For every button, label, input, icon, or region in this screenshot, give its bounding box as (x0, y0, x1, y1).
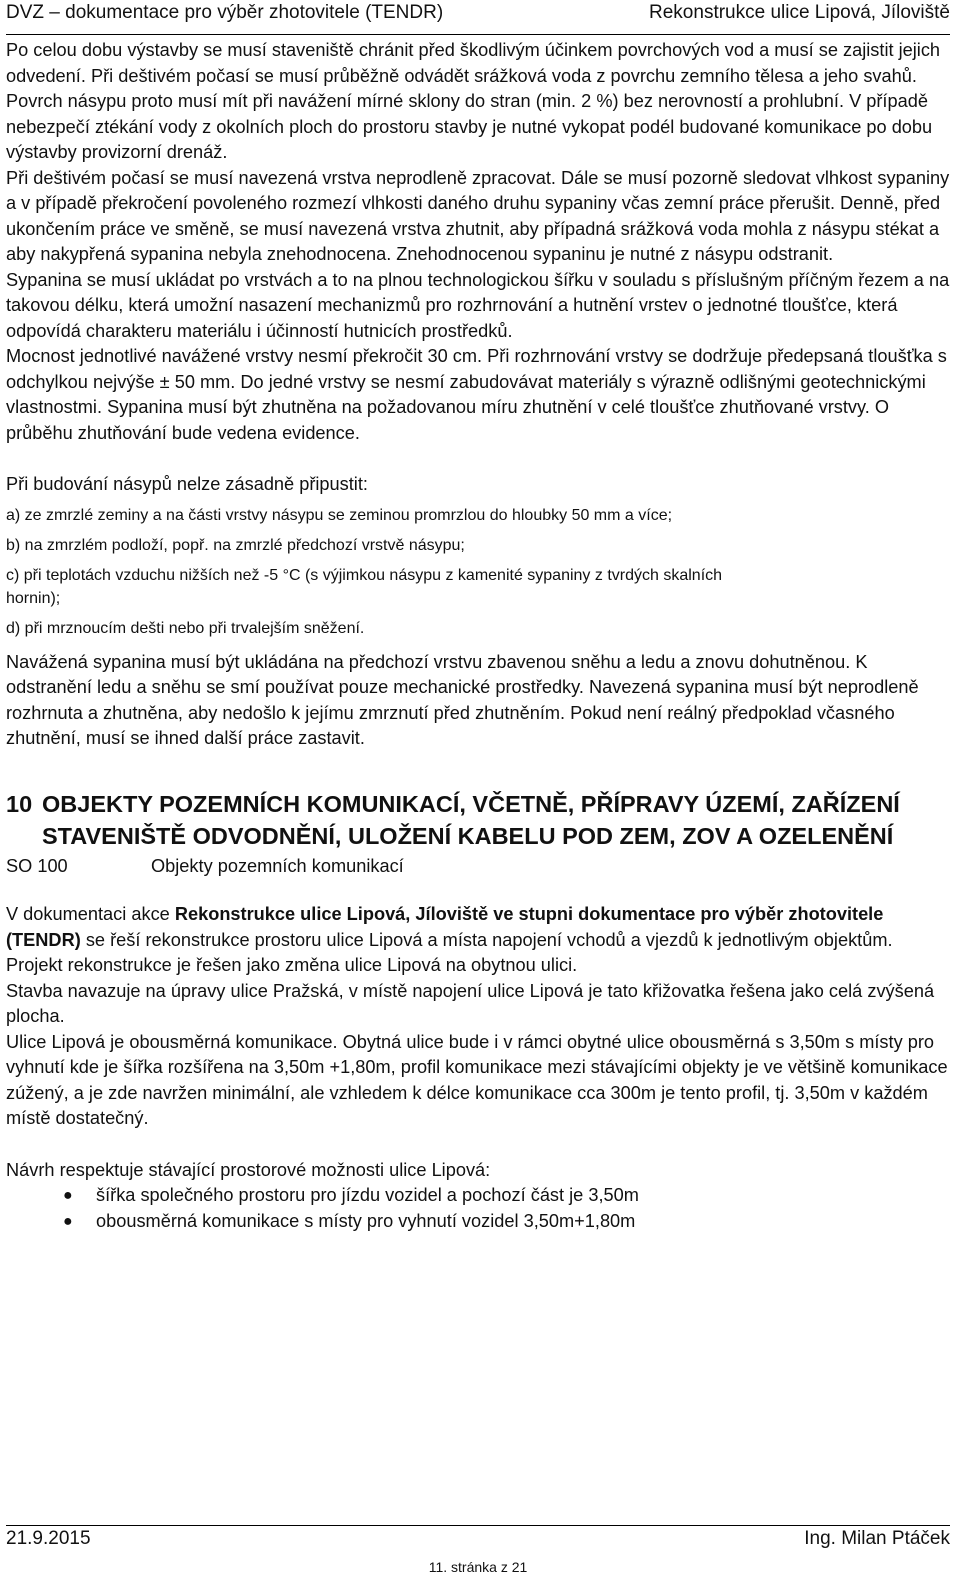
paragraph-snow-ice: Navážená sypanina musí být ukládána na předchozí vrstvu zbavenou sněhu a ledu a znovu dohutněnou. K odstranění ledu a sněhu se smí používat pouze mechanické prostředky. Navezená sypanina musí být neprodleně rozhrnuta a zhutněna, aby nedošlo k jejímu zmrznutí před zhutněním. Pokud není reálný předpoklad včasného zhutnění, musí se ihned další práce zastavit. (6, 651, 919, 748)
spacer (6, 1132, 950, 1158)
footer-date: 21.9.2015 (6, 1528, 91, 1549)
intro-project-bold: Rekonstrukce ulice Lipová, Jíloviště ve stupni dokumentace pro výběr zhotovitele (TENDR) (6, 904, 884, 950)
intro-prefix: V dokumentaci akce (6, 904, 175, 924)
paragraph-prazska: Stavba navazuje na úpravy ulice Pražská, v místě napojení ulice Lipová je tato křižovatka řešena jako celá zvýšená plocha. (6, 980, 935, 1026)
list-item: a) ze zmrzlé zeminy a na části vrstvy násypu se zeminou promrzlou do hloubky 50 mm a více; (6, 506, 673, 524)
building-object-code: SO 100 (6, 855, 68, 876)
paragraph-living-street: Projekt rekonstrukce je řešen jako změna ulice Lipová na obytnou ulici. (6, 955, 578, 975)
list-item-continuation: hornin); (6, 589, 61, 607)
bullet-icon: ● (63, 1187, 73, 1204)
intro-suffix: se řeší rekonstrukce prostoru ulice Lipová a místa napojení vchodů a vjezdů k jednotlivým objektům. (80, 929, 893, 950)
list-item (6, 1209, 950, 1235)
bullet-icon: ● (63, 1212, 73, 1230)
footer-author: Ing. Milan Ptáček (804, 1528, 950, 1549)
spacer (6, 752, 950, 788)
list-item: c) při teplotách vzduchu nižších než -5 °C (s výjimkou násypu z kamenité sypaniny z tvrdých skalních (6, 566, 723, 584)
spacer (6, 879, 950, 902)
building-object-line (6, 854, 950, 880)
section-heading (6, 788, 950, 852)
header-document-type: DVZ – dokumentace pro výběr zhotovitele (TENDR) (6, 2, 444, 23)
section-title: OBJEKTY POZEMNÍCH KOMUNIKACÍ, VČETNĚ, PŘÍPRAVY ÚZEMÍ, ZAŘÍZENÍ STAVENIŠTĚ ODVODNĚNÍ, ULOŽENÍ KABELU POD ZEM, ZOV A OZELENĚNÍ (42, 790, 900, 849)
bullet-text: obousměrná komunikace s místy pro vyhnutí vozidel 3,50m+1,80m (96, 1210, 636, 1231)
page-footer (6, 1525, 950, 1586)
list-item: d) při mrznoucím dešti nebo při trvalejším sněžení. (6, 619, 365, 637)
building-object-name: Objekty pozemních komunikací (151, 855, 404, 876)
paragraph-two-way: Ulice Lipová je obousměrná komunikace. Obytná ulice bude i v rámci obytné ulice obousměrná s 3,50m s místy pro vyhnutí kde je šířka rozšířena na 3,50m +1,80m, profil komunikace mezi stávajícími objekty je ve většině komunikace zúžený, a je zde navržen minimální, ale vzhledem k délce komunikace cca 300m je tento profil, tj. 3,50m v každém místě dostatečný. (6, 1031, 948, 1128)
page-header (6, 0, 950, 35)
paragraph-layer-thickness: Mocnost jednotlivé navážené vrstvy nesmí překročit 30 cm. Při rozhrnování vrstvy se dodržuje předepsaná tloušťka s odchylkou nejvýše ± 50 mm. Do jedné vrstvy se nesmí zabudovávat materiály s výrazně odlišnými geotechnickými vlastnostmi. Sypanina musí být zhutněna na požadovanou míru zhutnění v celé tloušťce zhutňované vrstvy. O průběhu zhutňování bude vedena evidence. (6, 346, 947, 443)
bullet-text: šířka společného prostoru pro jízdu vozidel a pochozí část je 3,50m (96, 1185, 639, 1205)
document-body (6, 38, 950, 1234)
list-item: b) na zmrzlém podloží, popř. na zmrzlé předchozí vrstvě násypu; (6, 536, 465, 554)
paragraph-forbidden-intro: Při budování násypů nelze zásadně připustit: (6, 474, 368, 494)
paragraph-design-respects: Návrh respektuje stávající prostorové možnosti ulice Lipová: (6, 1159, 491, 1180)
paragraph-rain-processing: Při deštivém počasí se musí navezená vrstva neprodleně zpracovat. Dále se musí pozorně sledovat vlhkost sypaniny a v případě překročení povoleného rozmezí vlhkosti daného druhu sypaniny včas zemní práce přerušit. Denně, před ukončením práce ve směně, se musí navezená vrstva zhutnit, aby případná srážková voda mohla z násypu stékat a aby nakypřená sypanina nebyla znehodnocena. Znehodnocenou sypaninu je nutné z násypu odstranit. (6, 167, 950, 264)
header-project-name: Rekonstrukce ulice Lipová, Jíloviště (649, 2, 950, 23)
design-bullet-list (6, 1183, 950, 1234)
list-item (6, 1183, 950, 1209)
forbidden-conditions-list (6, 506, 950, 638)
section-number: 10 (6, 790, 33, 817)
paragraph-intro (6, 902, 950, 953)
spacer (6, 446, 950, 472)
page-number: 11. stránka z 21 (428, 1559, 528, 1575)
paragraph-layering: Sypanina se musí ukládat po vrstvách a to na plnou technologickou šířku v souladu s příslušným příčným řezem a na takovou délku, která umožní nasazení mechanizmů pro rozhrnování a hutnění vrstev o jednotné tloušťce, která odpovídá charakteru materiálu i účinností hutnicích prostředků. (6, 269, 950, 341)
paragraph-water-protection: Po celou dobu výstavby se musí staveniště chránit před škodlivým účinkem povrchových vod a musí se zajistit jejich odvedení. Při deštivém počasí se musí průběžně odvádět srážková voda z povrchu zemního tělesa a jeho svahů. Povrch násypu proto musí mít při navážení mírné sklony do stran (min. 2 %) bez nerovností a prohlubní. V případě nebezpečí ztékání vody z okolních ploch do prostoru stavby je nutné vykopat podél budované komunikace po dobu výstavby provizorní drenáž. (6, 40, 941, 162)
